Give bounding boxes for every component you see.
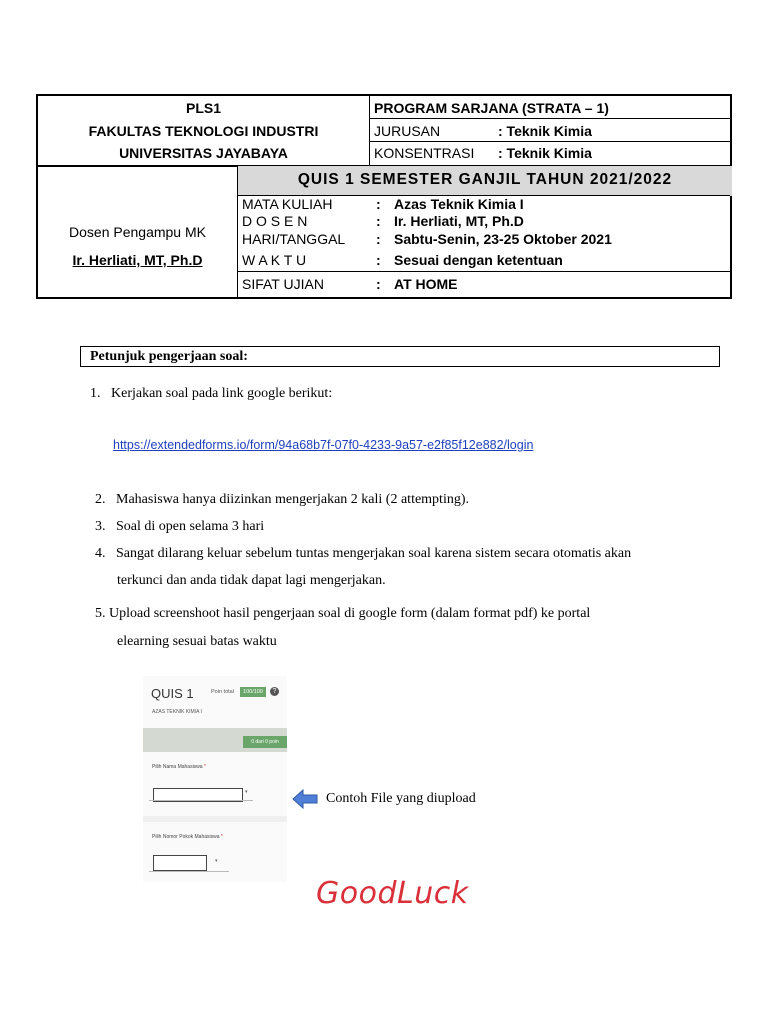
row-value-hari-tanggal: Sabtu-Senin, 23-25 Oktober 2021	[394, 231, 612, 247]
university-name: UNIVERSITAS JAYABAYA	[119, 145, 288, 161]
quiz-title: QUIS 1	[151, 686, 194, 701]
points-badge: 100/100	[240, 687, 266, 697]
good-luck-text	[316, 876, 469, 911]
instruction-item-5: 5. Upload screenshoot hasil pengerjaan soal di google form (dalam format pdf) ke portal	[95, 606, 591, 621]
instruction-item-4: 4. Sangat dilarang keluar sebelum tuntas mengerjakan soal karena sistem secara otomatis akan	[95, 546, 632, 561]
good-text: Good	[316, 876, 397, 911]
jurusan-value: : Teknik Kimia	[498, 123, 592, 139]
row-colon: :	[376, 213, 381, 229]
luck-text: Luck	[397, 876, 469, 911]
row-value-mata-kuliah: Azas Teknik Kimia I	[394, 196, 524, 212]
instruction-item-1: 1. Kerjakan soal pada link google berikut:	[90, 386, 333, 401]
row-colon: :	[376, 252, 381, 268]
instruction-item-2: 2. Mahasiswa hanya diizinkan mengerjakan 2 kali (2 attempting).	[95, 492, 470, 507]
divider	[149, 871, 229, 872]
exam-header-table	[36, 94, 732, 299]
example-caption: Contoh File yang diupload	[326, 791, 476, 806]
lecturer-name: Ir. Herliati, MT, Ph.D	[72, 252, 203, 268]
exam-title: QUIS 1 SEMESTER GANJIL TAHUN 2021/2022	[297, 171, 673, 188]
row-label-dosen: D O S E N	[242, 213, 308, 229]
form-header	[143, 676, 287, 728]
row-colon: :	[376, 231, 381, 247]
chevron-down-icon: ▾	[245, 789, 248, 795]
konsentrasi-label: KONSENTRASI	[374, 145, 475, 161]
points-label: Poin total	[211, 689, 234, 695]
row-label-hari-tanggal: HARI/TANGGAL	[242, 231, 346, 247]
program-label: PROGRAM SARJANA (STRATA – 1)	[374, 100, 609, 116]
npm-dropdown	[153, 855, 207, 871]
field-label-npm: Pilih Nomor Pokok Mahasiswa *	[152, 834, 223, 840]
jurusan-label: JURUSAN	[374, 123, 441, 139]
question-card	[143, 822, 287, 882]
score-pill: 0 dari 0 poin	[243, 736, 287, 748]
instruction-item-5-cont: elearning sesuai batas waktu	[117, 634, 277, 649]
instructions-heading: Petunjuk pengerjaan soal:	[80, 346, 720, 367]
divider	[369, 118, 730, 119]
divider	[237, 271, 730, 272]
question-card	[143, 752, 287, 816]
example-upload-screenshot	[143, 676, 287, 882]
lecturer-role: Dosen Pengampu MK	[69, 224, 206, 240]
divider	[149, 800, 253, 801]
field-label-nama: Pilih Nama Mahasiswa *	[152, 764, 206, 770]
faculty-code: PLS1	[185, 100, 221, 116]
faculty-name: FAKULTAS TEKNOLOGI INDUSTRI	[88, 123, 319, 139]
row-label-waktu: W A K T U	[242, 252, 307, 268]
row-value-waktu: Sesuai dengan ketentuan	[394, 252, 563, 268]
row-colon: :	[376, 196, 381, 212]
row-value-dosen: Ir. Herliati, MT, Ph.D	[394, 213, 524, 229]
konsentrasi-value: : Teknik Kimia	[498, 145, 592, 161]
form-link[interactable]: https://extendedforms.io/form/94a68b7f-07f0-4233-9a57-e2f85f12e882/login	[113, 438, 534, 452]
quiz-subtitle: AZAS TEKNIK KIMIA I	[152, 709, 202, 715]
chevron-down-icon: ▾	[215, 858, 218, 864]
divider	[369, 96, 370, 166]
row-value-sifat-ujian: AT HOME	[394, 276, 458, 292]
help-icon: ?	[270, 687, 279, 696]
divider	[369, 141, 730, 142]
instruction-item-4-cont: terkunci dan anda tidak dapat lagi mengerjakan.	[117, 573, 386, 588]
instruction-item-3: 3. Soal di open selama 3 hari	[95, 519, 265, 534]
row-label-mata-kuliah: MATA KULIAH	[242, 196, 333, 212]
row-label-sifat-ujian: SIFAT UJIAN	[242, 276, 324, 292]
row-colon: :	[376, 276, 381, 292]
arrow-left-icon	[292, 788, 318, 810]
